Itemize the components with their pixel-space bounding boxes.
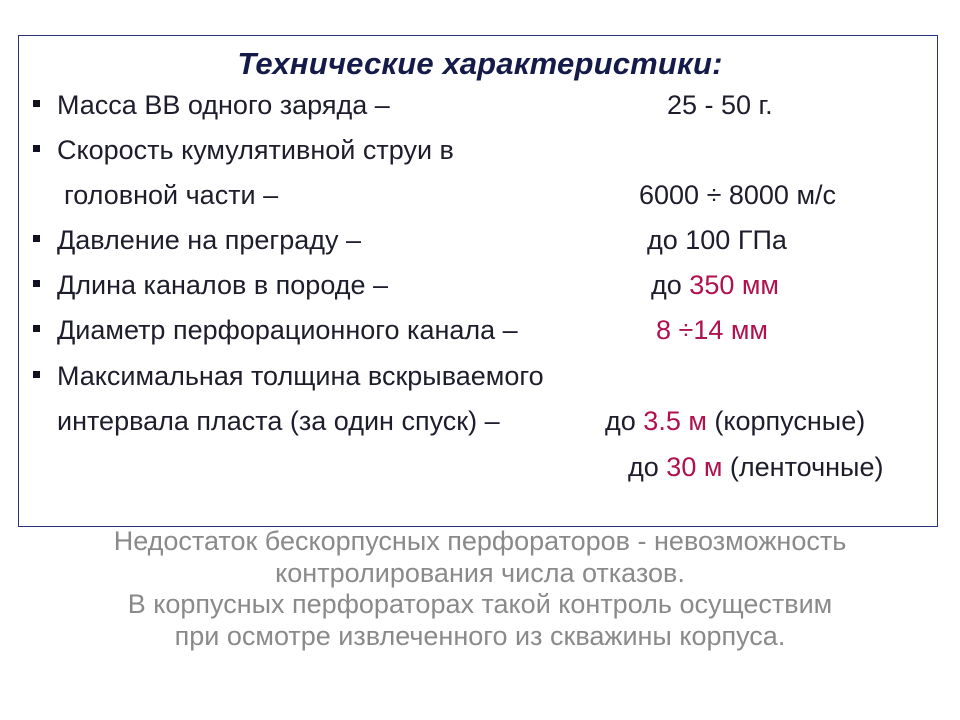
- spec-value-channel-diameter: 8 ÷14 мм: [656, 315, 768, 345]
- spec-value-interval-strip: [628, 451, 883, 483]
- spec-label-mass: Масса ВВ одного заряда –: [57, 90, 390, 120]
- spec-label-channel-length: Длина каналов в породе –: [57, 270, 389, 300]
- spec-label-pressure: Давление на преграду –: [57, 225, 362, 255]
- footer-line-1: Недостаток бескорпусных перфораторов - невозможность: [113, 526, 847, 556]
- value-accent: 30 м: [666, 452, 723, 482]
- value-prefix: до: [605, 406, 636, 436]
- bullet-icon: [33, 145, 40, 152]
- spec-label-interval: Максимальная толщина вскрываемого: [57, 361, 544, 391]
- footer-line-4: при осмотре извлеченного из скважины корпуса.: [174, 621, 786, 651]
- value-suffix: (ленточные): [729, 452, 884, 482]
- value-prefix: до: [651, 270, 682, 300]
- bullet-icon: [33, 325, 40, 332]
- value-accent: 350 мм: [689, 270, 779, 300]
- bullet-icon: [33, 235, 40, 242]
- slide-title: Технические характеристики:: [237, 46, 723, 81]
- spec-value-mass: 25 - 50 г.: [667, 90, 773, 120]
- spec-value-pressure: до 100 ГПа: [647, 225, 787, 255]
- spec-label-channel-diameter: Диаметр перфорационного канала –: [57, 315, 518, 345]
- bullet-icon: [33, 371, 40, 378]
- spec-value-interval-cased: [605, 405, 865, 437]
- bullet-icon: [33, 100, 40, 107]
- value-prefix: до: [628, 452, 659, 482]
- bullet-icon: [33, 280, 40, 287]
- value-suffix: (корпусные): [714, 406, 866, 436]
- spec-value-channel-length: [651, 269, 779, 301]
- footer-line-3: В корпусных перфораторах такой контроль осуществим: [127, 589, 833, 619]
- spec-label-jet-speed-cont: головной части –: [64, 180, 279, 210]
- spec-value-jet-speed: 6000 ÷ 8000 м/с: [639, 180, 837, 210]
- footer-line-2: контролирования числа отказов.: [275, 558, 685, 588]
- value-accent: 3.5 м: [643, 406, 707, 436]
- spec-label-jet-speed: Скорость кумулятивной струи в: [57, 135, 454, 165]
- spec-label-interval-cont: интервала пласта (за один спуск) –: [57, 406, 500, 436]
